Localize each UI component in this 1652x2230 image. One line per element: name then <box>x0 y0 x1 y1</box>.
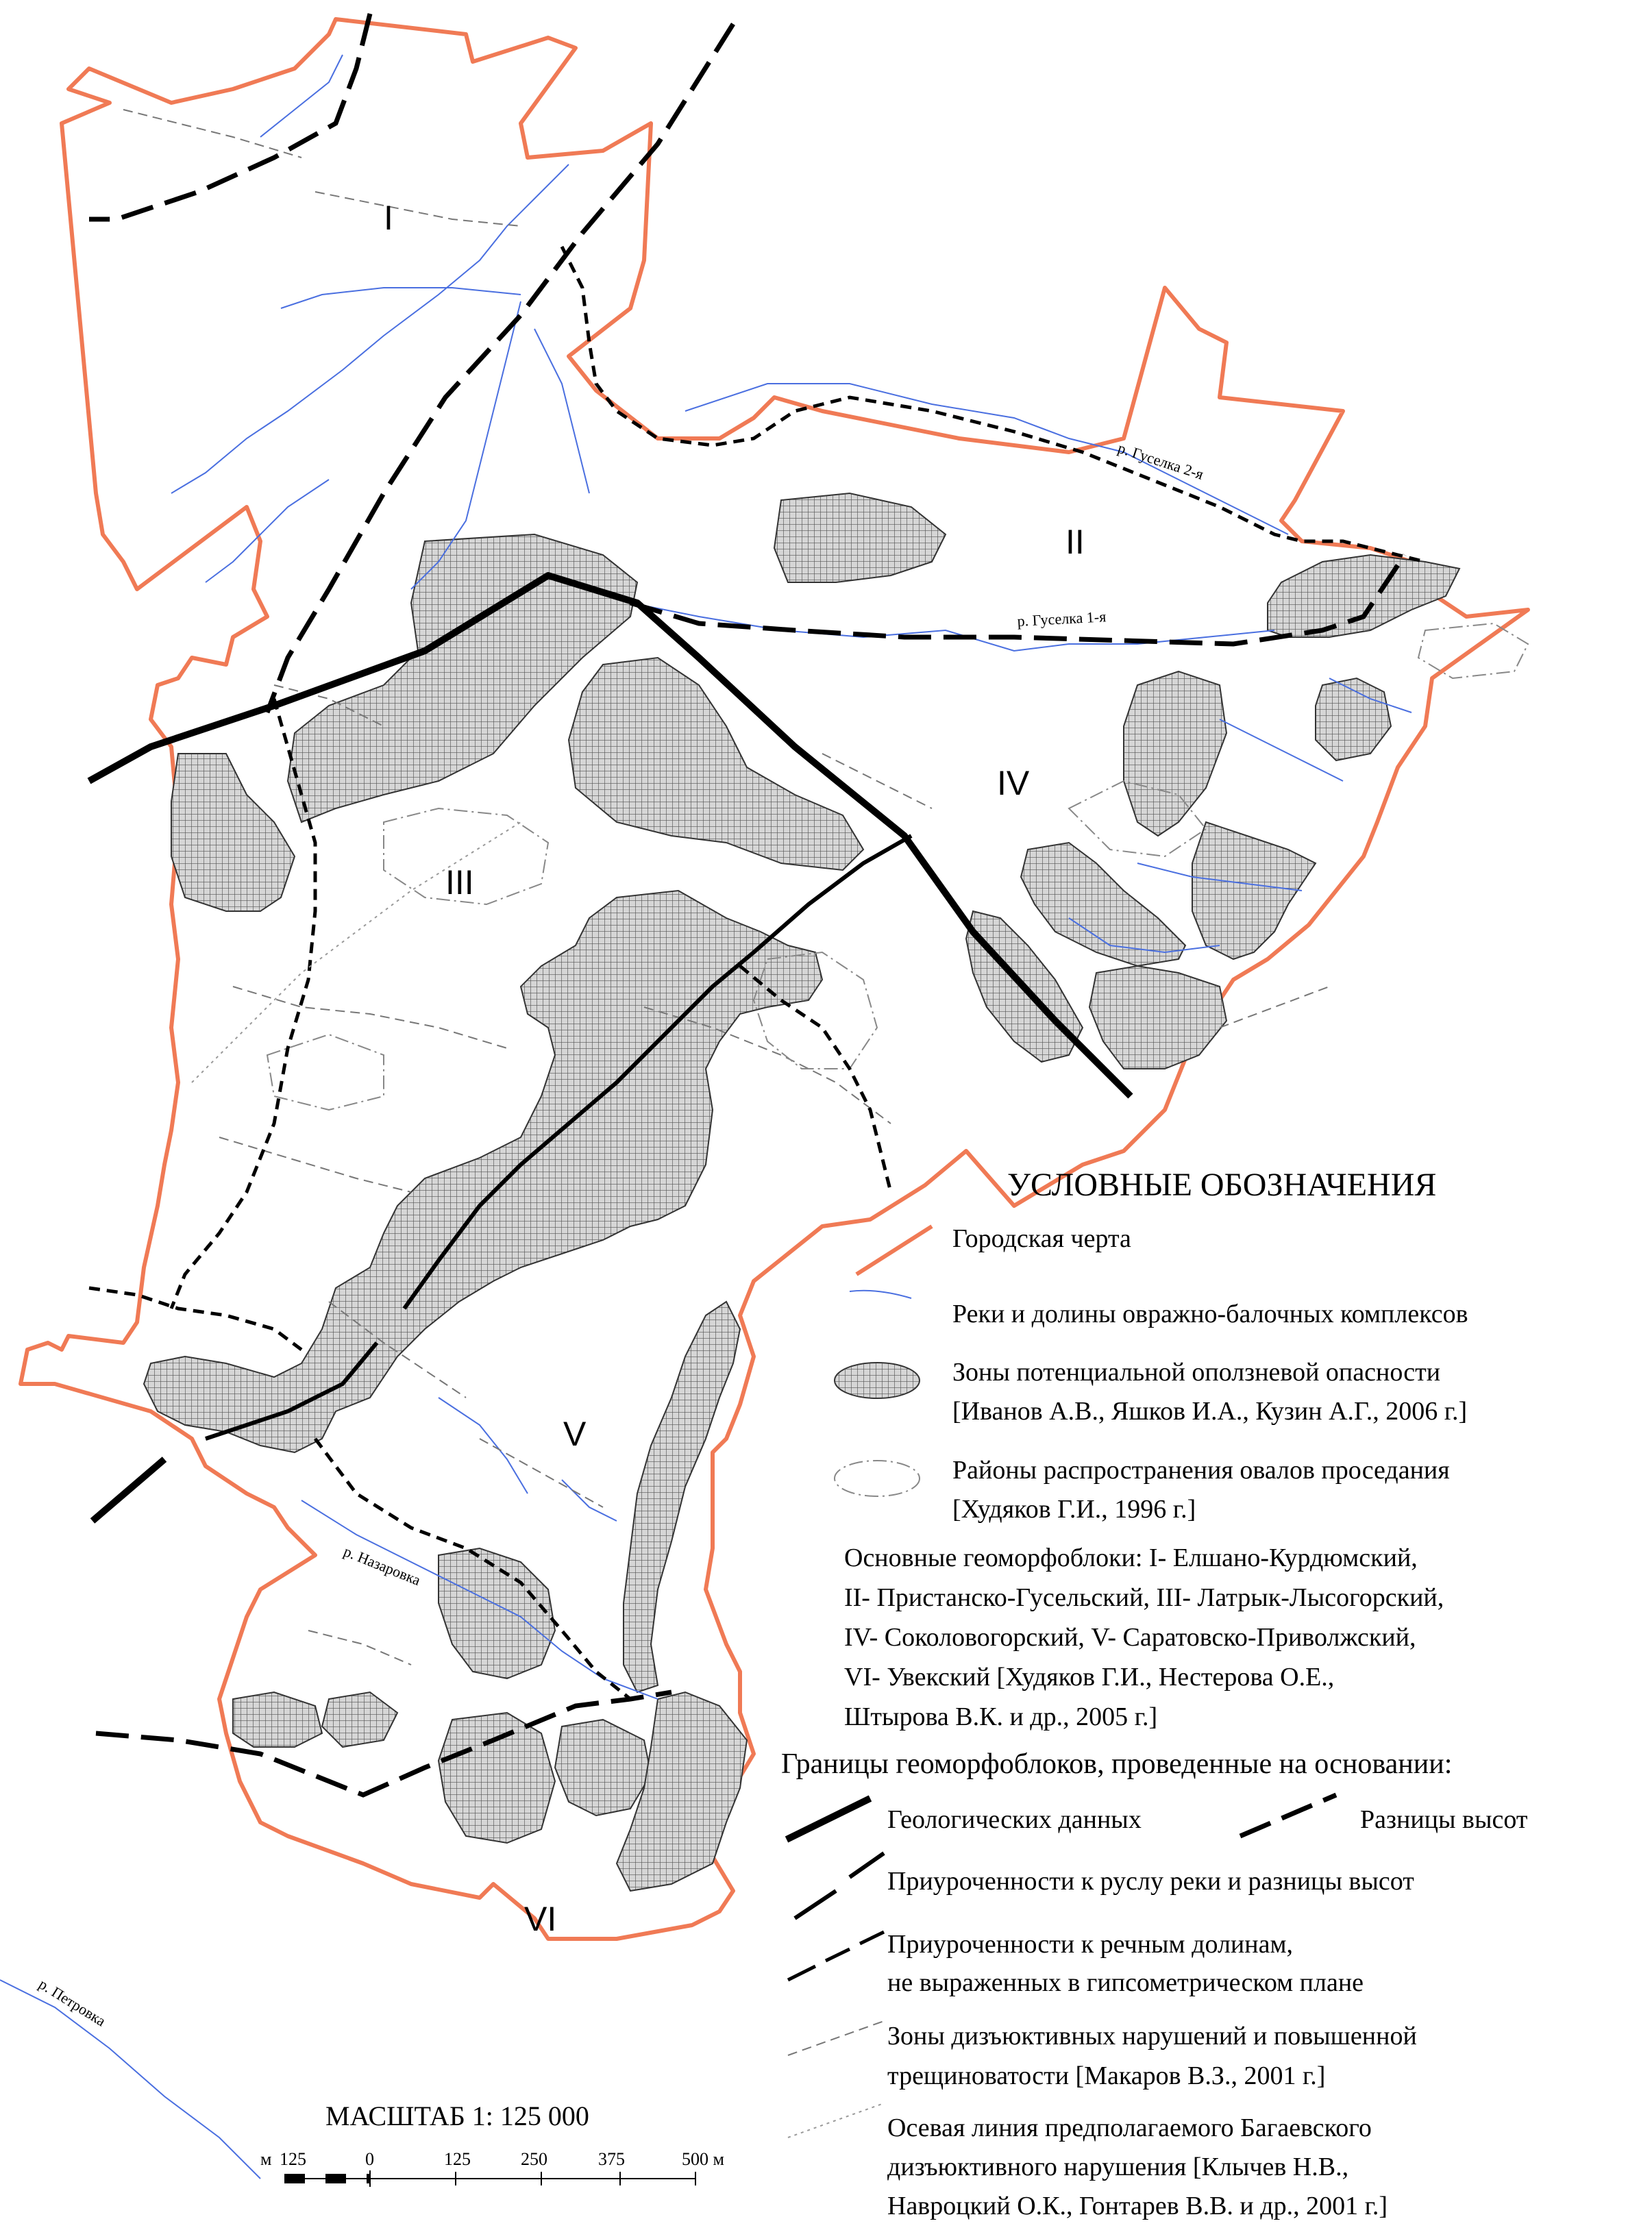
legend-blocks-3: IV- Соколовогорский, V- Саратовско-Приволжский, <box>844 1623 1416 1652</box>
scale-tick-label: 500 м <box>682 2149 724 2169</box>
legend-river-bed: Приуроченности к руслу реки и разницы высот <box>887 1867 1414 1896</box>
legend <box>781 1167 1528 2220</box>
scale-tick-label: 0 <box>365 2149 374 2169</box>
river-label-petrovka: р. Петровка <box>36 1975 109 2030</box>
landslide-zone <box>1268 555 1459 637</box>
scale-unit-left: м <box>260 2149 272 2169</box>
landslide-zone <box>1124 671 1226 836</box>
region-label: II <box>1065 523 1085 561</box>
landslide-zone <box>555 1720 651 1816</box>
legend-height-diff: Разницы высот <box>1360 1805 1528 1834</box>
fault-line <box>233 987 507 1048</box>
legend-valleys-swatch <box>788 1932 884 1980</box>
scale-segment <box>325 2174 346 2183</box>
scale-title: МАСШТАБ 1: 125 000 <box>325 2101 589 2131</box>
region-label: I <box>384 199 393 237</box>
river-branch <box>439 1398 528 1494</box>
legend-blocks-5: Штырова В.К. и др., 2005 г.] <box>844 1702 1158 1731</box>
landslide-zone <box>233 1692 322 1747</box>
river-petrovka <box>0 1980 260 2179</box>
legend-axial-swatch <box>788 2103 884 2138</box>
legend-axial-1: Осевая линия предполагаемого Багаевского <box>887 2114 1372 2142</box>
legend-title: УСЛОВНЫЕ ОБОЗНАЧЕНИЯ <box>1007 1167 1437 1203</box>
river-label-guselka-2: р. Гуселка 2-я <box>1115 438 1206 483</box>
legend-geological: Геологических данных <box>887 1805 1142 1834</box>
legend-city-boundary-swatch <box>856 1226 932 1274</box>
fault-line <box>123 110 301 158</box>
region-label: VI <box>524 1900 557 1938</box>
fault-line <box>219 1137 411 1192</box>
boundary-geological-line <box>93 1459 164 1521</box>
fault-line <box>308 1631 411 1665</box>
legend-faults-2: трещиноватости [Макаров В.З., 2001 г.] <box>887 2061 1326 2090</box>
legend-boundaries-heading: Границы геоморфоблоков, проведенные на основании: <box>781 1748 1453 1780</box>
boundary-height-line <box>89 14 370 219</box>
landslide-zone <box>171 754 295 911</box>
legend-axial-3: Навроцкий О.К., Гонтарев В.В. и др., 2001 г.] <box>887 2192 1388 2220</box>
legend-city-boundary: Городская черта <box>952 1224 1131 1253</box>
river-label-nazarovka: р. Назаровка <box>341 1542 423 1589</box>
legend-river-swatch <box>850 1291 911 1298</box>
region-label: III <box>445 863 474 902</box>
legend-landslide-2: [Иванов А.В., Яшков И.А., Кузин А.Г., 2006 г.] <box>952 1397 1468 1426</box>
landslide-zone <box>439 1548 555 1678</box>
legend-blocks-1: Основные геоморфоблоки: I- Елшано-Курдюмский, <box>844 1544 1418 1572</box>
scale-tick-label: 125 <box>280 2149 306 2169</box>
landslide-zone <box>1089 966 1226 1069</box>
legend-geological-swatch <box>787 1798 870 1839</box>
river-guselka-2 <box>685 384 1288 534</box>
legend-subsidence-swatch <box>835 1461 920 1496</box>
region-label: IV <box>997 764 1030 802</box>
scale-tick-label: 125 <box>444 2149 471 2169</box>
river-branch <box>534 329 589 493</box>
scale-segment <box>284 2174 305 2183</box>
landslide-zone <box>439 1713 555 1843</box>
legend-faults-1: Зоны дизъюктивных нарушений и повышенной <box>887 2022 1417 2051</box>
legend-height-swatch <box>1240 1795 1336 1836</box>
legend-blocks-4: VI- Увекский [Худяков Г.И., Нестерова О.Е., <box>844 1663 1335 1692</box>
region-label: V <box>563 1415 587 1453</box>
legend-valleys-1: Приуроченности к речным долинам, <box>887 1930 1293 1959</box>
fault-line <box>1220 987 1329 1028</box>
legend-subsidence-1: Районы распространения овалов проседания <box>952 1456 1450 1485</box>
river-branch <box>206 480 329 582</box>
boundary-valleys-line <box>89 1288 301 1350</box>
fault-line <box>315 192 521 226</box>
river-label-guselka-1: р. Гуселка 1-я <box>1016 608 1107 630</box>
legend-faults-swatch <box>788 2021 884 2055</box>
legend-valleys-2: не выраженных в гипсометрическом плане <box>887 1968 1364 1997</box>
scale-bar <box>260 2101 724 2187</box>
legend-axial-2: дизъюктивного нарушения [Клычев Н.В., <box>887 2153 1349 2181</box>
legend-subsidence-2: [Худяков Г.И., 1996 г.] <box>952 1495 1196 1524</box>
scale-tick-label: 250 <box>521 2149 547 2169</box>
legend-landslide-swatch <box>835 1363 920 1398</box>
landslide-zone <box>1021 843 1185 966</box>
landslide-zone <box>322 1692 397 1747</box>
landslide-zone <box>774 493 946 582</box>
legend-river-bed-swatch <box>795 1853 884 1918</box>
river-branch <box>281 288 521 308</box>
scale-tick-label: 375 <box>598 2149 625 2169</box>
legend-rivers: Реки и долины овражно-балочных комплексов <box>952 1300 1468 1328</box>
legend-blocks-2: II- Пристанско-Гусельский, III- Латрык-Лысогорский, <box>844 1583 1444 1612</box>
legend-landslide-1: Зоны потенциальной оползневой опасности <box>952 1358 1441 1387</box>
